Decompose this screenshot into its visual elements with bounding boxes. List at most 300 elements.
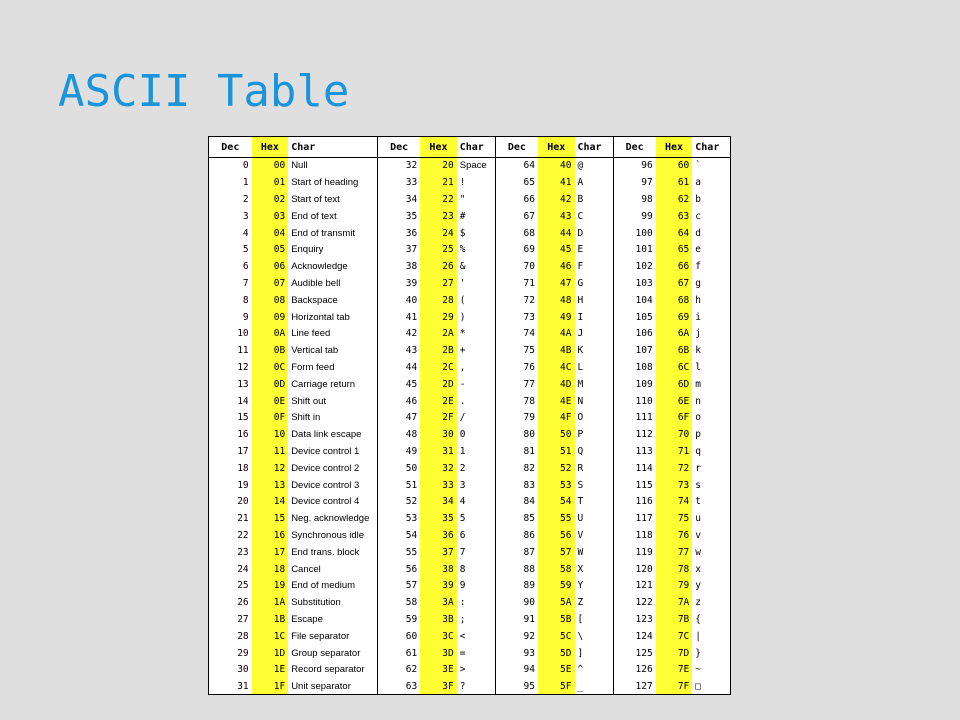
table-row (209, 326, 730, 343)
cell-hex: 04 (252, 225, 289, 242)
cell-dec: 24 (237, 563, 249, 575)
cell-dec: 100 (613, 225, 656, 242)
cell-char: M (577, 378, 584, 390)
cell-char: Unit separator (291, 681, 351, 693)
cell-char: . (459, 395, 466, 407)
cell-dec: 9 (242, 311, 249, 323)
cell-hex: 07 (252, 276, 289, 293)
cell-dec: 12 (237, 361, 249, 373)
cell-hex: 39 (420, 578, 457, 595)
table-row (209, 343, 730, 360)
cell-char: d (695, 227, 701, 239)
cell-hex: 08 (252, 292, 289, 309)
cell-char: { (695, 613, 701, 625)
cell-hex: 61 (656, 175, 693, 192)
cell-hex: 03 (252, 208, 289, 225)
cell-hex: 5E (538, 662, 575, 679)
table-row (209, 595, 730, 612)
cell-dec: 18 (237, 462, 249, 474)
cell-hex: 2D (420, 376, 457, 393)
cell-hex: 37 (420, 544, 457, 561)
cell-char: $ (459, 227, 466, 239)
slide-title: ASCII Table (58, 66, 350, 117)
cell-char: Shift in (291, 412, 321, 424)
cell-dec: 75 (495, 343, 538, 360)
cell-dec: 56 (378, 561, 421, 578)
cell-char: Audible bell (291, 277, 341, 289)
table-row (209, 208, 730, 225)
cell-char: ) (459, 311, 466, 323)
cell-dec: 14 (237, 395, 249, 407)
cell-dec: 64 (495, 158, 538, 175)
cell-hex: 73 (656, 477, 693, 494)
cell-hex: 2A (420, 326, 457, 343)
cell-char: Escape (291, 613, 323, 625)
cell-char: U (577, 513, 584, 525)
cell-char: End of text (291, 210, 337, 222)
cell-dec: 65 (495, 175, 538, 192)
cell-dec: 103 (613, 276, 656, 293)
cell-hex: 30 (420, 427, 457, 444)
cell-char: Backspace (291, 294, 338, 306)
cell-hex: 41 (538, 175, 575, 192)
cell-dec: 60 (378, 628, 421, 645)
cell-dec: 109 (613, 376, 656, 393)
cell-char: w (695, 546, 701, 558)
cell-hex: 7F (656, 679, 693, 695)
cell-dec: 5 (242, 244, 249, 256)
cell-char: Carriage return (291, 378, 356, 390)
cell-hex: 7C (656, 628, 693, 645)
cell-hex: 10 (252, 427, 289, 444)
column-header-char: Char (692, 137, 730, 158)
cell-hex: 23 (420, 208, 457, 225)
cell-char: / (459, 412, 466, 424)
cell-hex: 47 (538, 276, 575, 293)
cell-char: Neg. acknowledge (291, 513, 370, 525)
table-row (209, 360, 730, 377)
cell-char: + (459, 345, 466, 357)
cell-hex: 6D (656, 376, 693, 393)
cell-hex: 09 (252, 309, 289, 326)
cell-hex: 70 (656, 427, 693, 444)
cell-char: # (459, 210, 466, 222)
cell-hex: 7A (656, 595, 693, 612)
cell-char: C (577, 210, 584, 222)
ascii-table-container (208, 136, 731, 695)
cell-hex: 4D (538, 376, 575, 393)
cell-char: * (459, 328, 466, 340)
cell-hex: 35 (420, 511, 457, 528)
cell-hex: 2B (420, 343, 457, 360)
cell-dec: 61 (378, 645, 421, 662)
cell-char: [ (577, 613, 584, 625)
cell-char: ' (459, 277, 466, 289)
cell-dec: 19 (237, 479, 249, 491)
cell-hex: 50 (538, 427, 575, 444)
cell-hex: 13 (252, 477, 289, 494)
cell-char: 5 (459, 513, 466, 525)
cell-hex: 5B (538, 612, 575, 629)
cell-char: Space (459, 160, 487, 172)
cell-hex: 0B (252, 343, 289, 360)
cell-hex: 22 (420, 192, 457, 209)
cell-dec: 23 (237, 546, 249, 558)
cell-hex: 5C (538, 628, 575, 645)
cell-char: a (695, 177, 701, 189)
cell-dec: 8 (242, 294, 249, 306)
cell-hex: 40 (538, 158, 575, 175)
cell-hex: 2C (420, 360, 457, 377)
cell-dec: 91 (495, 612, 538, 629)
cell-hex: 5F (538, 679, 575, 695)
cell-char: p (695, 429, 701, 441)
cell-dec: 28 (237, 630, 249, 642)
cell-dec: 86 (495, 528, 538, 545)
cell-hex: 7D (656, 645, 693, 662)
cell-char: ( (459, 294, 466, 306)
cell-char: j (695, 328, 701, 340)
cell-dec: 101 (613, 242, 656, 259)
cell-hex: 17 (252, 544, 289, 561)
column-header-dec: Dec (613, 137, 656, 158)
cell-hex: 18 (252, 561, 289, 578)
table-row (209, 393, 730, 410)
cell-dec: 11 (237, 345, 249, 357)
cell-dec: 22 (237, 529, 249, 541)
cell-dec: 94 (495, 662, 538, 679)
cell-hex: 77 (656, 544, 693, 561)
cell-char: Y (577, 580, 584, 592)
table-row (209, 242, 730, 259)
cell-hex: 3E (420, 662, 457, 679)
cell-char: N (577, 395, 584, 407)
cell-dec: 127 (613, 679, 656, 695)
cell-dec: 59 (378, 612, 421, 629)
cell-dec: 107 (613, 343, 656, 360)
cell-char: R (577, 462, 584, 474)
table-row (209, 528, 730, 545)
cell-dec: 48 (378, 427, 421, 444)
cell-dec: 71 (495, 276, 538, 293)
cell-char: T (577, 496, 584, 508)
cell-dec: 124 (613, 628, 656, 645)
cell-dec: 2 (242, 193, 249, 205)
cell-hex: 28 (420, 292, 457, 309)
cell-char: ` (695, 160, 701, 172)
cell-dec: 105 (613, 309, 656, 326)
table-row (209, 259, 730, 276)
cell-hex: 75 (656, 511, 693, 528)
cell-hex: 6F (656, 410, 693, 427)
cell-char: % (459, 244, 466, 256)
cell-char: G (577, 277, 584, 289)
cell-dec: 88 (495, 561, 538, 578)
cell-hex: 6C (656, 360, 693, 377)
cell-hex: 05 (252, 242, 289, 259)
cell-hex: 45 (538, 242, 575, 259)
cell-char: E (577, 244, 584, 256)
cell-char: H (577, 294, 584, 306)
cell-hex: 69 (656, 309, 693, 326)
cell-hex: 5D (538, 645, 575, 662)
cell-char: ] (577, 647, 584, 659)
cell-hex: 0E (252, 393, 289, 410)
cell-dec: 108 (613, 360, 656, 377)
column-header-dec: Dec (495, 137, 538, 158)
cell-dec: 118 (613, 528, 656, 545)
cell-char: v (695, 529, 701, 541)
cell-char: K (577, 345, 584, 357)
cell-dec: 119 (613, 544, 656, 561)
cell-dec: 123 (613, 612, 656, 629)
column-header-hex: Hex (656, 137, 693, 158)
cell-dec: 93 (495, 645, 538, 662)
cell-dec: 76 (495, 360, 538, 377)
cell-hex: 00 (252, 158, 289, 175)
cell-char: _ (577, 681, 584, 693)
cell-char: V (577, 529, 584, 541)
cell-char: Device control 1 (291, 445, 360, 457)
cell-dec: 84 (495, 494, 538, 511)
cell-dec: 97 (613, 175, 656, 192)
cell-dec: 37 (378, 242, 421, 259)
cell-hex: 3A (420, 595, 457, 612)
cell-hex: 68 (656, 292, 693, 309)
cell-hex: 66 (656, 259, 693, 276)
cell-char: Form feed (291, 361, 335, 373)
cell-dec: 43 (378, 343, 421, 360)
cell-hex: 0D (252, 376, 289, 393)
cell-char: f (695, 261, 701, 273)
cell-dec: 113 (613, 444, 656, 461)
cell-dec: 47 (378, 410, 421, 427)
cell-char: End of medium (291, 580, 356, 592)
table-row (209, 645, 730, 662)
cell-hex: 60 (656, 158, 693, 175)
cell-hex: 11 (252, 444, 289, 461)
cell-dec: 114 (613, 460, 656, 477)
cell-hex: 3B (420, 612, 457, 629)
table-header-row (209, 137, 730, 158)
cell-char: Record separator (291, 664, 365, 676)
cell-hex: 79 (656, 578, 693, 595)
cell-hex: 7E (656, 662, 693, 679)
table-row (209, 292, 730, 309)
cell-dec: 115 (613, 477, 656, 494)
cell-char: A (577, 177, 584, 189)
cell-char: x (695, 563, 701, 575)
cell-dec: 117 (613, 511, 656, 528)
cell-char: e (695, 244, 701, 256)
cell-hex: 4F (538, 410, 575, 427)
cell-dec: 33 (378, 175, 421, 192)
cell-dec: 36 (378, 225, 421, 242)
cell-char: | (695, 630, 701, 642)
cell-dec: 31 (237, 681, 249, 693)
cell-dec: 87 (495, 544, 538, 561)
cell-char: F (577, 261, 584, 273)
table-row (209, 444, 730, 461)
cell-dec: 63 (378, 679, 421, 695)
cell-dec: 27 (237, 613, 249, 625)
cell-hex: 42 (538, 192, 575, 209)
cell-char: 0 (459, 429, 466, 441)
cell-hex: 31 (420, 444, 457, 461)
table-row (209, 494, 730, 511)
cell-dec: 81 (495, 444, 538, 461)
cell-hex: 48 (538, 292, 575, 309)
table-row (209, 410, 730, 427)
cell-hex: 25 (420, 242, 457, 259)
cell-dec: 15 (237, 412, 249, 424)
cell-hex: 54 (538, 494, 575, 511)
cell-hex: 5A (538, 595, 575, 612)
table-row (209, 175, 730, 192)
cell-char: Horizontal tab (291, 311, 350, 323)
cell-dec: 67 (495, 208, 538, 225)
cell-char: End trans. block (291, 546, 360, 558)
cell-hex: 63 (656, 208, 693, 225)
cell-dec: 80 (495, 427, 538, 444)
cell-dec: 41 (378, 309, 421, 326)
cell-hex: 67 (656, 276, 693, 293)
cell-hex: 4E (538, 393, 575, 410)
cell-char: 4 (459, 496, 466, 508)
cell-dec: 79 (495, 410, 538, 427)
cell-dec: 116 (613, 494, 656, 511)
cell-char: Device control 2 (291, 462, 360, 474)
cell-char: ; (459, 613, 466, 625)
table-row (209, 276, 730, 293)
cell-char: 8 (459, 563, 466, 575)
cell-dec: 120 (613, 561, 656, 578)
cell-char: & (459, 261, 466, 273)
cell-hex: 16 (252, 528, 289, 545)
cell-char: l (695, 361, 701, 373)
table-row (209, 628, 730, 645)
cell-hex: 15 (252, 511, 289, 528)
cell-hex: 33 (420, 477, 457, 494)
column-header-char: Char (457, 137, 496, 158)
cell-hex: 58 (538, 561, 575, 578)
cell-dec: 70 (495, 259, 538, 276)
cell-dec: 74 (495, 326, 538, 343)
table-row (209, 477, 730, 494)
cell-char: Start of heading (291, 177, 359, 189)
cell-char: s (695, 479, 701, 491)
cell-dec: 125 (613, 645, 656, 662)
cell-char: ! (459, 177, 466, 189)
cell-hex: 20 (420, 158, 457, 175)
cell-hex: 1D (252, 645, 289, 662)
cell-hex: 57 (538, 544, 575, 561)
table-row (209, 561, 730, 578)
cell-hex: 3F (420, 679, 457, 695)
table-row (209, 427, 730, 444)
cell-hex: 55 (538, 511, 575, 528)
cell-hex: 2E (420, 393, 457, 410)
cell-char: } (695, 647, 701, 659)
cell-char: S (577, 479, 584, 491)
column-header-dec: Dec (209, 137, 252, 158)
cell-dec: 102 (613, 259, 656, 276)
cell-dec: 55 (378, 544, 421, 561)
cell-dec: 78 (495, 393, 538, 410)
cell-char: k (695, 345, 701, 357)
cell-hex: 3C (420, 628, 457, 645)
cell-char: m (695, 378, 701, 390)
cell-dec: 0 (242, 160, 249, 172)
cell-char: Synchronous idle (291, 529, 365, 541)
cell-char: y (695, 580, 701, 592)
cell-dec: 106 (613, 326, 656, 343)
cell-dec: 40 (378, 292, 421, 309)
cell-hex: 62 (656, 192, 693, 209)
cell-dec: 73 (495, 309, 538, 326)
cell-dec: 4 (242, 227, 249, 239)
cell-dec: 112 (613, 427, 656, 444)
cell-dec: 89 (495, 578, 538, 595)
cell-char: I (577, 311, 584, 323)
cell-dec: 122 (613, 595, 656, 612)
cell-hex: 36 (420, 528, 457, 545)
cell-char: i (695, 311, 701, 323)
cell-char: : (459, 597, 466, 609)
cell-char: o (695, 412, 701, 424)
table-row (209, 376, 730, 393)
cell-char: c (695, 210, 701, 222)
cell-char: File separator (291, 630, 350, 642)
cell-char: Device control 4 (291, 496, 360, 508)
cell-char: 9 (459, 580, 466, 592)
cell-hex: 74 (656, 494, 693, 511)
cell-char: 2 (459, 462, 466, 474)
cell-hex: 76 (656, 528, 693, 545)
cell-dec: 51 (378, 477, 421, 494)
cell-char: Device control 3 (291, 479, 360, 491)
cell-hex: 43 (538, 208, 575, 225)
cell-char: Substitution (291, 597, 341, 609)
cell-dec: 21 (237, 513, 249, 525)
column-header-hex: Hex (420, 137, 457, 158)
cell-char: " (459, 193, 466, 205)
cell-dec: 50 (378, 460, 421, 477)
cell-hex: 7B (656, 612, 693, 629)
cell-char: D (577, 227, 584, 239)
cell-hex: 0F (252, 410, 289, 427)
cell-char: Data link escape (291, 429, 362, 441)
cell-dec: 46 (378, 393, 421, 410)
cell-hex: 1B (252, 612, 289, 629)
cell-dec: 29 (237, 647, 249, 659)
cell-char: L (577, 361, 584, 373)
cell-hex: 52 (538, 460, 575, 477)
cell-char: = (459, 647, 466, 659)
cell-hex: 27 (420, 276, 457, 293)
cell-char: q (695, 445, 701, 457)
cell-dec: 20 (237, 496, 249, 508)
cell-char: h (695, 294, 701, 306)
cell-hex: 29 (420, 309, 457, 326)
cell-dec: 42 (378, 326, 421, 343)
cell-dec: 111 (613, 410, 656, 427)
cell-char: End of transmit (291, 227, 356, 239)
cell-dec: 92 (495, 628, 538, 645)
cell-dec: 45 (378, 376, 421, 393)
cell-hex: 6E (656, 393, 693, 410)
cell-char: @ (577, 160, 584, 172)
